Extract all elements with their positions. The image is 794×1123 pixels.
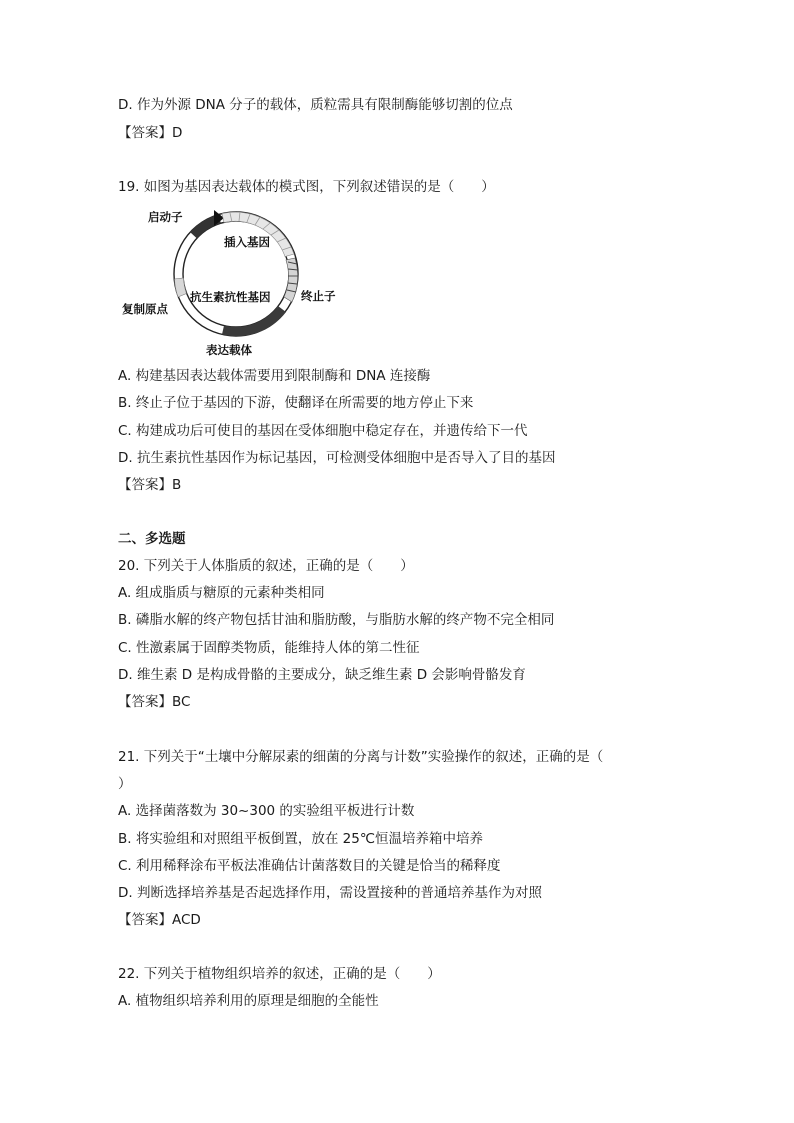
q22-option-a: A. 植物组织培养利用的原理是细胞的全能性 <box>118 993 379 1009</box>
q21-option-c: C. 利用稀释涂布平板法准确估计菌落数目的关键是恰当的稀释度 <box>118 858 501 874</box>
q20-option-b: B. 磷脂水解的终产物包括甘油和脂肪酸，与脂肪水解的终产物不完全相同 <box>118 612 555 628</box>
q18-option-d: D. 作为外源 DNA 分子的载体，质粒需具有限制酶能够切割的位点 <box>118 97 513 113</box>
q19-option-d: D. 抗生素抗性基因作为标记基因，可检测受体细胞中是否导入了目的基因 <box>118 450 556 466</box>
q21-answer: 【答案】ACD <box>118 912 201 928</box>
label-promoter: 启动子 <box>148 210 183 224</box>
label-vector: 表达载体 <box>206 343 252 357</box>
expression-vector-diagram <box>118 204 358 360</box>
origin-segment <box>175 278 187 297</box>
q21-option-b: B. 将实验组和对照组平板倒置，放在 25℃恒温培养箱中培养 <box>118 831 483 847</box>
q21-stem-continued: ） <box>118 776 132 792</box>
q19-option-a: A. 构建基因表达载体需要用到限制酶和 DNA 连接酶 <box>118 368 431 384</box>
q18-answer: 【答案】D <box>118 125 183 141</box>
label-terminator: 终止子 <box>301 289 336 303</box>
q20-option-d: D. 维生素 D 是构成骨骼的主要成分，缺乏维生素 D 会影响骨骼发育 <box>118 667 526 683</box>
q21-option-a: A. 选择菌落数为 30~300 的实验组平板进行计数 <box>118 803 415 819</box>
terminator-segment <box>284 258 298 302</box>
q19-option-b: B. 终止子位于基因的下游，使翻译在所需要的地方停止下来 <box>118 395 474 411</box>
q20-answer: 【答案】BC <box>118 694 191 710</box>
q21-stem: 21. 下列关于“土壤中分解尿素的细菌的分离与计数”实验操作的叙述，正确的是（ <box>118 749 604 765</box>
q19-stem: 19. 如图为基因表达载体的模式图，下列叙述错误的是（ ） <box>118 179 495 195</box>
label-insert-gene: 插入基因 <box>224 235 270 249</box>
q19-option-c: C. 构建成功后可使目的基因在受体细胞中稳定存在，并遗传给下一代 <box>118 423 528 439</box>
q20-stem: 20. 下列关于人体脂质的叙述，正确的是（ ） <box>118 558 414 574</box>
q19-answer: 【答案】B <box>118 477 182 493</box>
label-origin: 复制原点 <box>122 302 168 316</box>
q22-stem: 22. 下列关于植物组织培养的叙述，正确的是（ ） <box>118 966 441 982</box>
q20-option-a: A. 组成脂质与糖原的元素种类相同 <box>118 585 325 601</box>
label-antibiotic-gene: 抗生素抗性基因 <box>190 290 271 304</box>
antibiotic-gene-segment <box>222 306 286 336</box>
q20-option-c: C. 性激素属于固醇类物质，能维持人体的第二性征 <box>118 640 420 656</box>
q21-option-d: D. 判断选择培养基是否起选择作用，需设置接种的普通培养基作为对照 <box>118 885 542 901</box>
section-heading-multiple-choice: 二、多选题 <box>118 531 186 547</box>
